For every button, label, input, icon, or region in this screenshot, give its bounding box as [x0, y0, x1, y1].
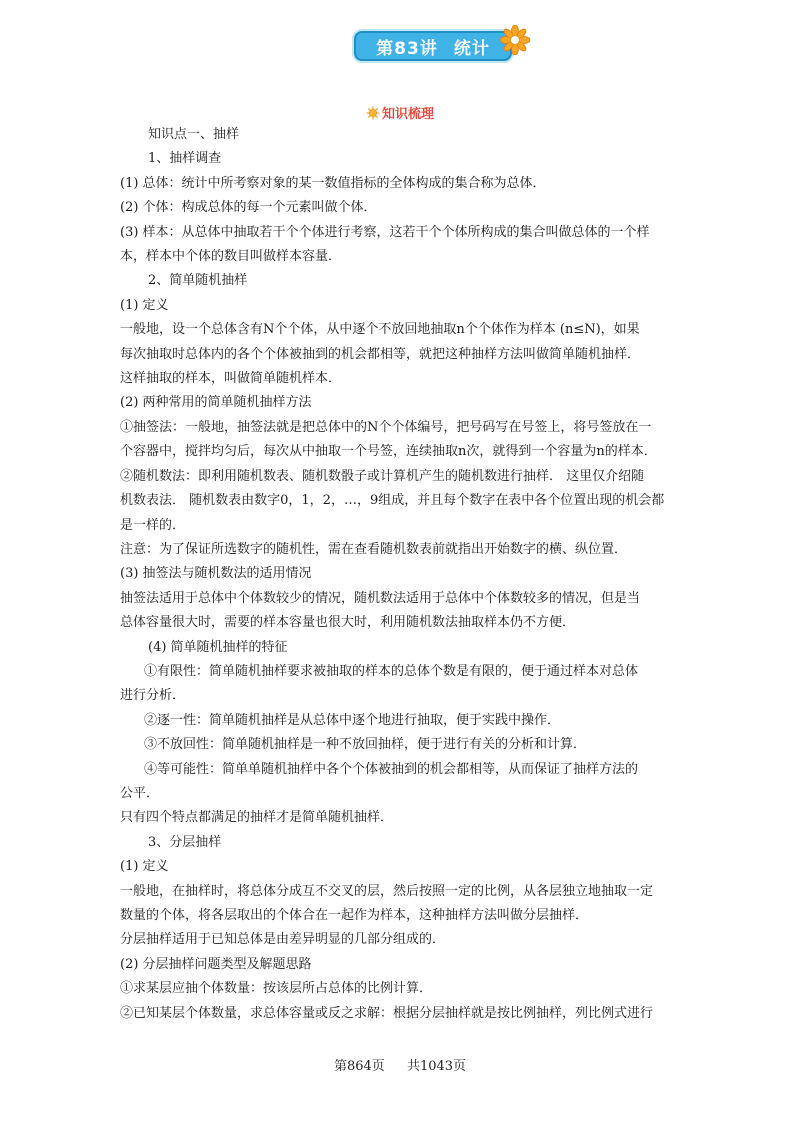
text-line: (4) 简单随机抽样的特征: [148, 639, 288, 655]
text-line: 1、抽样调查: [148, 151, 222, 167]
text-line: (2) 个体：构成总体的每一个元素叫做个体．: [120, 200, 377, 216]
text-line: 一般地，设一个总体含有N个个体，从中逐个不放回地抽取n个个体作为样本 (n≤N)，如果: [120, 322, 640, 338]
text-line: 机数表法． 随机数表由数字0，1，2，…，9组成，并且每个数字在表中各个位置出现的机会都: [120, 493, 665, 509]
chapter-title: [354, 31, 512, 61]
text-line: 只有四个特点都满足的抽样才是简单随机抽样．: [120, 810, 394, 826]
text-line: (1) 定义: [120, 297, 169, 313]
text-line: (2) 两种常用的简单随机抽样方法: [120, 395, 312, 411]
chapter-number: 第83讲: [376, 38, 438, 59]
text-line: 注意：为了保证所选数字的随机性，需在查看随机数表前就指出开始数字的横、纵位置．: [120, 541, 628, 557]
text-line: (3) 样本：从总体中抽取若干个个体进行考察，这若干个个体所构成的集合叫做总体的一个样: [120, 224, 650, 240]
text-line: ①抽签法：一般地，抽签法就是把总体中的N个个体编号，把号码写在号签上，将号签放在一: [120, 419, 652, 435]
text-line: (1) 总体：统计中所考察对象的某一数值指标的全体构成的集合称为总体．: [120, 175, 546, 191]
text-line: (1) 定义: [120, 859, 169, 875]
flower-icon: [500, 25, 530, 55]
text-line: 是一样的．: [120, 517, 186, 533]
text-line: 知识点一、抽样: [148, 127, 240, 142]
text-line: 3、分层抽样: [148, 834, 222, 850]
text-line: ②逐一性：简单随机抽样是从总体中逐个地进行抽取，便于实践中操作．: [144, 712, 561, 728]
page-total: 共1043页: [406, 1059, 467, 1074]
text-line: 分层抽样适用于已知总体是由差异明显的几部分组成的．: [120, 932, 446, 948]
text-line: ①求某层应抽个体数量：按该层所占总体的比例计算．: [120, 981, 433, 997]
chapter-name: 统计: [453, 38, 490, 59]
text-line: ③不放回性：简单随机抽样是一种不放回抽样，便于进行有关的分析和计算．: [144, 737, 587, 753]
page-number: 第864页: [333, 1059, 385, 1074]
text-line: (3) 抽签法与随机数法的适用情况: [120, 566, 312, 582]
text-line: 进行分析．: [120, 688, 186, 704]
text-line: 本，样本中个体的数目叫做样本容量．: [120, 249, 342, 265]
text-line: 总体容量很大时，需要的样本容量也很大时，利用随机数法抽取样本仍不方便．: [120, 615, 576, 631]
text-line: 公平．: [120, 785, 160, 801]
section-heading: [366, 103, 434, 122]
text-line: 这样抽取的样本，叫做简单随机样本．: [120, 371, 342, 387]
section-title: 知识梳理: [382, 107, 435, 122]
text-line: ②已知某层个体数量，求总体容量或反之求解：根据分层抽样就是按比例抽样，列比例式进行: [120, 1005, 654, 1021]
text-line: 每次抽取时总体内的各个个体被抽到的机会都相等，就把这种抽样方法叫做简单随机抽样．: [120, 346, 641, 362]
text-line: 2、简单随机抽样: [148, 273, 248, 289]
document-body: [120, 123, 685, 1026]
text-line: 一般地，在抽样时，将总体分成互不交叉的层，然后按照一定的比例，从各层独立地抽取一定: [120, 883, 654, 899]
sun-icon: [366, 106, 380, 120]
text-line: 个容器中，搅拌均匀后，每次从中抽取一个号签，连续抽取n次，就得到一个容量为n的样本．: [120, 444, 657, 460]
text-line: (2) 分层抽样问题类型及解题思路: [120, 956, 312, 972]
text-line: ④等可能性：简单单随机抽样中各个个体被抽到的机会都相等，从而保证了抽样方法的: [144, 761, 639, 777]
text-line: 数量的个体，将各层取出的个体合在一起作为样本，这种抽样方法叫做分层抽样．: [120, 908, 589, 923]
text-line: 抽签法适用于总体中个体数较少的情况，随机数法适用于总体中个体数较多的情况，但是当: [120, 590, 641, 606]
page-footer: [0, 1055, 800, 1074]
text-line: ①有限性：简单随机抽样要求被抽取的样本的总体个数是有限的，便于通过样本对总体: [144, 663, 639, 679]
text-line: ②随机数法：即利用随机数表、随机数骰子或计算机产生的随机数进行抽样． 这里仅介绍随: [120, 468, 645, 484]
